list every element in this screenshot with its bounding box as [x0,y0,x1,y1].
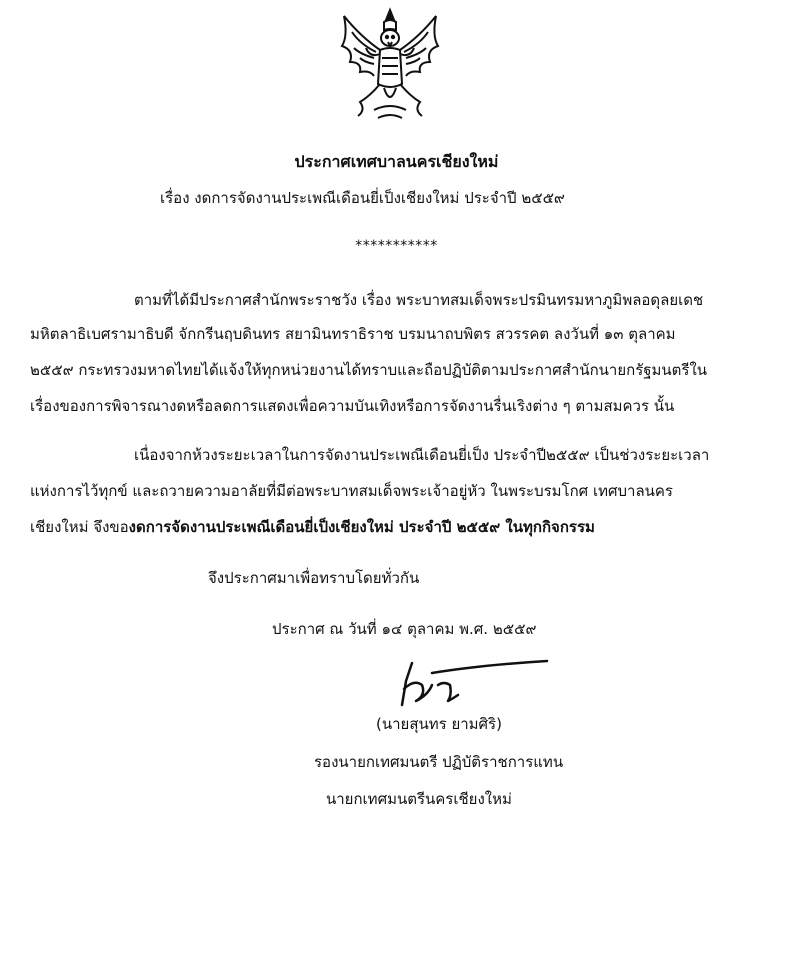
garuda-emblem-icon [330,6,450,124]
signer-name: (นายสุนทร ยามศิริ) [376,715,502,733]
page-title: ประกาศเทศบาลนครเชียงใหม่ [294,152,499,171]
para1-line-4: เรื่องของการพิจารณางดหรือลดการแสดงเพื่อความบันเทิงหรือการจัดงานรื่นเริงต่าง ๆ ตามสมควร นั้น [30,397,675,415]
para2-line-2: แห่งการไว้ทุกข์ และถวายความอาลัยที่มีต่อพระบาทสมเด็จพระเจ้าอยู่หัว ในพระบรมโกศ เทศบาลนคร [30,482,673,500]
announcement-date: ประกาศ ณ วันที่ ๑๔ ตุลาคม พ.ศ. ๒๕๕๙ [272,620,537,638]
separator: *********** [355,238,438,254]
para2-line-1: เนื่องจากห้วงระยะเวลาในการจัดงานประเพณีเดือนยี่เป็ง ประจำปี๒๕๕๙ เป็นช่วงระยะเวลา [134,446,710,464]
subject-line: เรื่อง งดการจัดงานประเพณีเดือนยี่เป็งเชียงใหม่ ประจำปี ๒๕๕๙ [160,189,565,207]
para1-line-1: ตามที่ได้มีประกาศสำนักพระราชวัง เรื่อง พระบาทสมเด็จพระปรมินทรมหาภูมิพลอดุลยเดช [134,291,704,309]
signer-office: นายกเทศมนตรีนครเชียงใหม่ [326,790,512,808]
para2-line-3-bold: งดการจัดงานประเพณีเดือนยี่เป็งเชียงใหม่ ประจำปี ๒๕๕๙ ในทุกกิจกรรม [128,518,595,536]
para2-line-3-plain: เชียงใหม่ จึงขอ [30,518,129,536]
signer-position: รองนายกเทศมนตรี ปฏิบัติราชการแทน [314,753,564,771]
closing-line: จึงประกาศมาเพื่อทราบโดยทั่วกัน [208,569,420,587]
para2-line-3 [30,517,595,537]
signature-icon [392,655,552,715]
para1-line-3: ๒๕๕๙ กระทรวงมหาดไทยได้แจ้งให้ทุกหน่วยงานได้ทราบและถือปฏิบัติตามประกาศสำนักนายกรัฐมนตรีใน [30,361,708,379]
para1-line-2: มหิตลาธิเบศรามาธิบดี จักกรีนฤบดินทร สยามินทราธิราช บรมนาถบพิตร สวรรคต ลงวันที่ ๑๓ ตุลาคม [30,325,676,343]
